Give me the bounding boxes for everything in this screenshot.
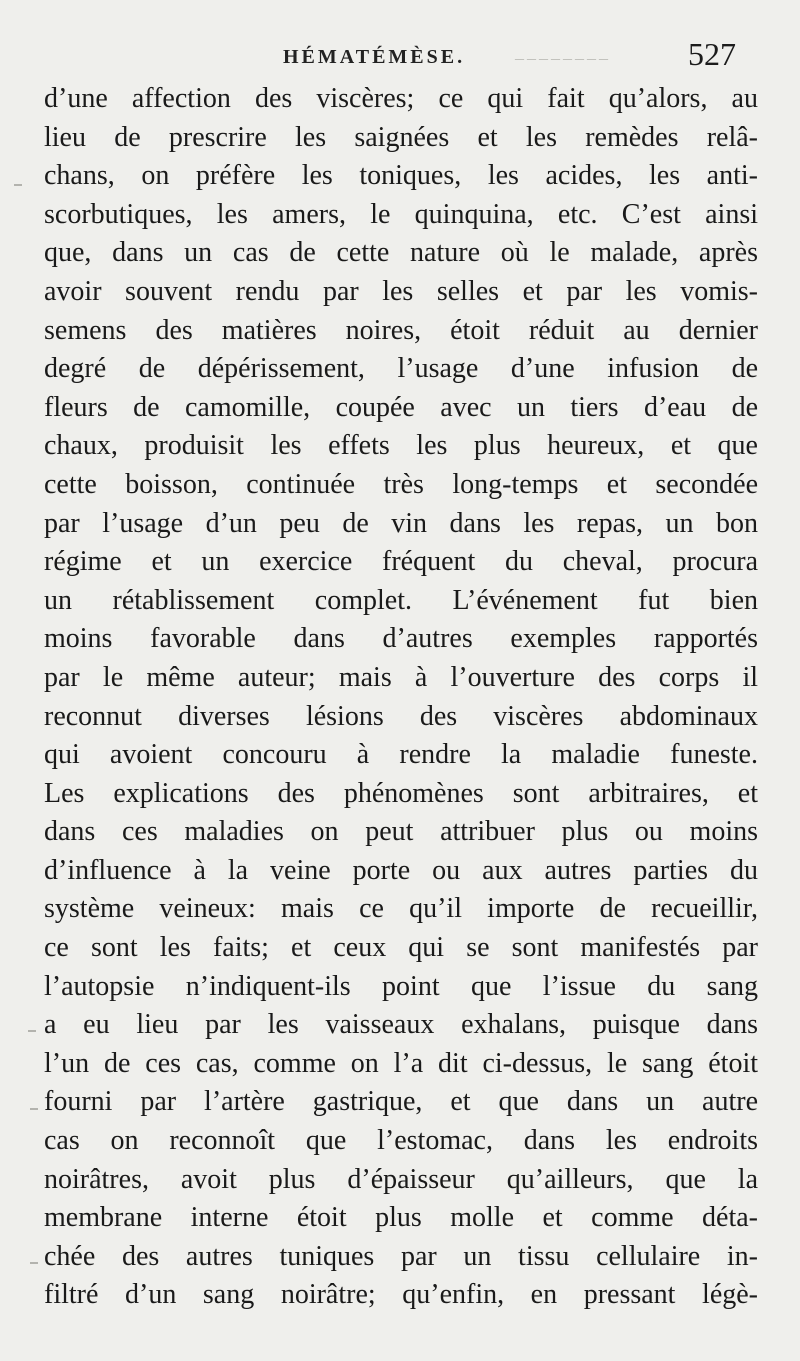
text-line: chée des autres tuniques par un tissu cellulaire in- (44, 1240, 758, 1272)
margin-dash (30, 1262, 38, 1264)
text-line: un rétablissement complet. L’événement fut bien (44, 584, 758, 616)
text-line: noirâtres, avoit plus d’épaisseur qu’ailleurs, que la (44, 1163, 758, 1195)
text-line: cas on reconnoît que l’estomac, dans les endroits (44, 1125, 758, 1157)
text-line: avoir souvent rendu par les selles et par les vomis- (44, 275, 758, 307)
text-line: chans, on préfère les toniques, les acides, les anti- (44, 160, 758, 192)
text-line: membrane interne étoit plus molle et comme déta- (44, 1202, 758, 1234)
text-line: moins favorable dans d’autres exemples rapportés (44, 623, 758, 655)
text-line: l’un de ces cas, comme on l’a dit ci-dessus, le sang étoit (44, 1047, 758, 1079)
running-head: HÉMATÉMÈSE. (283, 46, 466, 68)
text-line: fourni par l’artère gastrique, et que dans un autre (44, 1086, 758, 1118)
margin-dash (30, 1108, 38, 1110)
text-line: régime et un exercice fréquent du cheval, procura (44, 546, 758, 578)
text-line: par le même auteur; mais à l’ouverture des corps il (44, 661, 758, 693)
text-line: d’influence à la veine porte ou aux autres parties du (44, 854, 758, 886)
page-header (0, 38, 800, 78)
page-number: 527 (688, 36, 736, 72)
text-line: Les explications des phénomènes sont arbitraires, et (44, 777, 758, 809)
text-line: a eu lieu par les vaisseaux exhalans, puisque dans (44, 1009, 758, 1041)
text-line: lieu de prescrire les saignées et les remèdes relâ- (44, 121, 758, 153)
text-line: scorbutiques, les amers, le quinquina, etc. C’est ainsi (44, 198, 758, 230)
text-line: fleurs de camomille, coupée avec un tiers d’eau de (44, 391, 758, 423)
text-line: que, dans un cas de cette nature où le malade, après (44, 237, 758, 269)
text-line: chaux, produisit les effets les plus heureux, et que (44, 430, 758, 462)
text-line: reconnut diverses lésions des viscères abdominaux (44, 700, 758, 732)
body-text (44, 80, 758, 1315)
margin-dash (28, 1030, 36, 1032)
text-line: filtré d’un sang noirâtre; qu’enfin, en pressant légè- (44, 1279, 758, 1311)
text-line: qui avoient concouru à rendre la maladie funeste. (44, 739, 758, 771)
text-line: semens des matières noires, étoit réduit au dernier (44, 314, 758, 346)
text-line: l’autopsie n’indiquent-ils point que l’issue du sang (44, 970, 758, 1002)
text-line: par l’usage d’un peu de vin dans les repas, un bon (44, 507, 758, 539)
show-through-mark: ‒‒‒‒‒‒‒‒ (515, 48, 611, 68)
text-line: ce sont les faits; et ceux qui se sont manifestés par (44, 932, 758, 964)
text-line: degré de dépérissement, l’usage d’une infusion de (44, 353, 758, 385)
text-line: dans ces maladies on peut attribuer plus ou moins (44, 816, 758, 848)
text-line: cette boisson, continuée très long-temps et secondée (44, 468, 758, 500)
margin-dash (14, 184, 22, 186)
text-line: d’une affection des viscères; ce qui fait qu’alors, au (44, 83, 758, 114)
text-line: système veineux: mais ce qu’il importe de recueillir, (44, 893, 758, 925)
